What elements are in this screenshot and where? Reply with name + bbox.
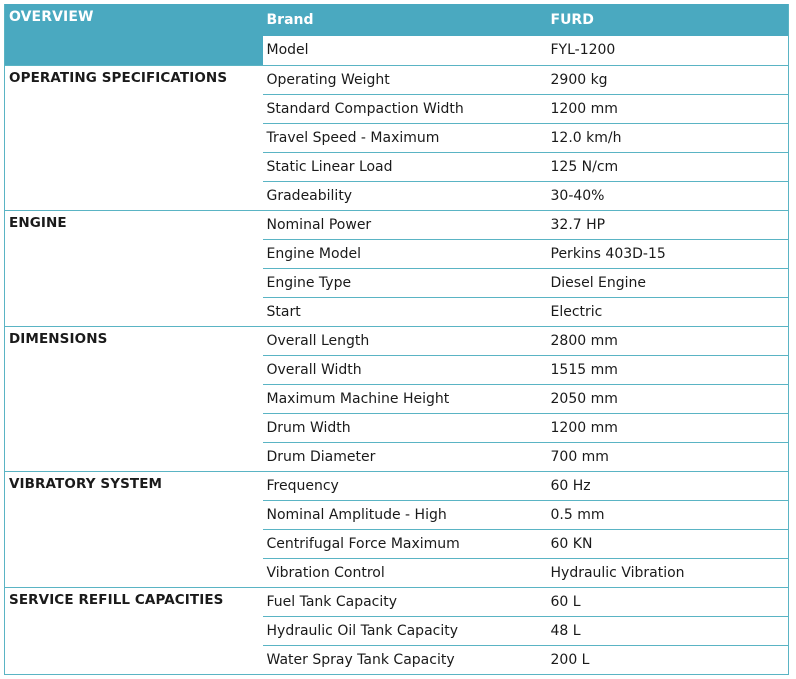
spec-value: 125 N/cm bbox=[545, 152, 789, 181]
spec-value: 2800 mm bbox=[545, 326, 789, 355]
section-title-overview: OVERVIEW bbox=[5, 4, 263, 65]
spec-label: Overall Width bbox=[263, 355, 545, 384]
spec-value: 48 L bbox=[545, 616, 789, 645]
spec-label: Nominal Amplitude - High bbox=[263, 500, 545, 529]
spec-label: Operating Weight bbox=[263, 65, 545, 94]
spec-value: Diesel Engine bbox=[545, 268, 789, 297]
spec-label: Static Linear Load bbox=[263, 152, 545, 181]
spec-value: Hydraulic Vibration bbox=[545, 558, 789, 587]
spec-value: 700 mm bbox=[545, 442, 789, 471]
spec-value: 1515 mm bbox=[545, 355, 789, 384]
spec-label: Gradeability bbox=[263, 181, 545, 210]
spec-label: Centrifugal Force Maximum bbox=[263, 529, 545, 558]
spec-value: Perkins 403D-15 bbox=[545, 239, 789, 268]
spec-label: Nominal Power bbox=[263, 210, 545, 239]
spec-label: Maximum Machine Height bbox=[263, 384, 545, 413]
spec-value: 30-40% bbox=[545, 181, 789, 210]
spec-label: Hydraulic Oil Tank Capacity bbox=[263, 616, 545, 645]
spec-row bbox=[5, 326, 789, 355]
section-title: ENGINE bbox=[5, 210, 263, 326]
section-title: DIMENSIONS bbox=[5, 326, 263, 471]
spec-label: Drum Width bbox=[263, 413, 545, 442]
spec-row bbox=[5, 65, 789, 94]
spec-label: Frequency bbox=[263, 471, 545, 500]
spec-value: 60 L bbox=[545, 587, 789, 616]
spec-label: Drum Diameter bbox=[263, 442, 545, 471]
header-row bbox=[5, 4, 789, 36]
spec-value: 2050 mm bbox=[545, 384, 789, 413]
spec-value: FYL-1200 bbox=[545, 36, 789, 65]
spec-label: Travel Speed - Maximum bbox=[263, 123, 545, 152]
spec-label: Model bbox=[263, 36, 545, 65]
spec-label: Engine Type bbox=[263, 268, 545, 297]
spec-label: Water Spray Tank Capacity bbox=[263, 645, 545, 674]
spec-value: 0.5 mm bbox=[545, 500, 789, 529]
spec-value: 1200 mm bbox=[545, 94, 789, 123]
section-title: SERVICE REFILL CAPACITIES bbox=[5, 587, 263, 674]
spec-label: Engine Model bbox=[263, 239, 545, 268]
spec-value: 1200 mm bbox=[545, 413, 789, 442]
spec-label: Fuel Tank Capacity bbox=[263, 587, 545, 616]
spec-value: 2900 kg bbox=[545, 65, 789, 94]
spec-row bbox=[5, 587, 789, 616]
spec-value: 12.0 km/h bbox=[545, 123, 789, 152]
spec-label: Start bbox=[263, 297, 545, 326]
header-label-brand: Brand bbox=[263, 4, 545, 36]
spec-label: Standard Compaction Width bbox=[263, 94, 545, 123]
spec-label: Overall Length bbox=[263, 326, 545, 355]
section-title: OPERATING SPECIFICATIONS bbox=[5, 65, 263, 210]
spec-value: 60 Hz bbox=[545, 471, 789, 500]
spec-value: 60 KN bbox=[545, 529, 789, 558]
spec-value: 32.7 HP bbox=[545, 210, 789, 239]
spec-value: 200 L bbox=[545, 645, 789, 674]
spec-table bbox=[4, 4, 789, 675]
spec-value: Electric bbox=[545, 297, 789, 326]
section-title: VIBRATORY SYSTEM bbox=[5, 471, 263, 587]
spec-row bbox=[5, 210, 789, 239]
spec-label: Vibration Control bbox=[263, 558, 545, 587]
spec-row bbox=[5, 471, 789, 500]
header-value-brand: FURD bbox=[545, 4, 789, 36]
